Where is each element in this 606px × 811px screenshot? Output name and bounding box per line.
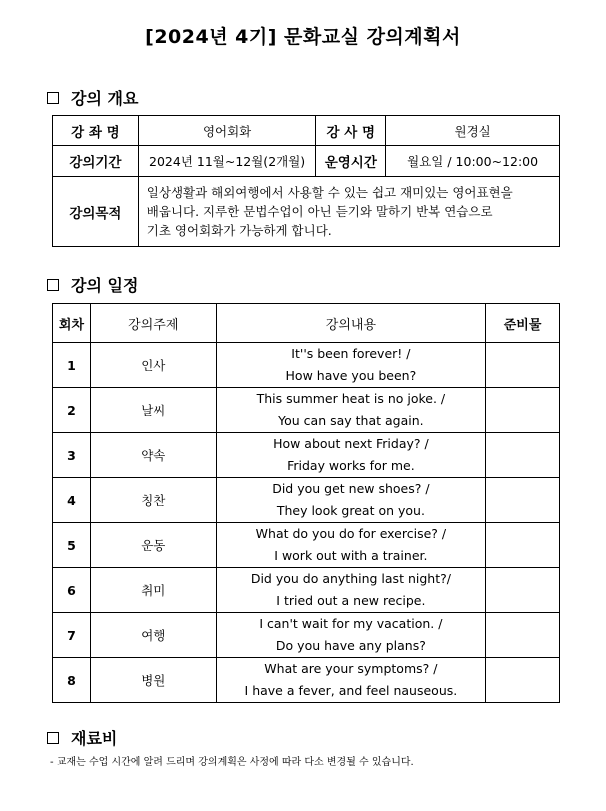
row-content-line: It''s been forever! /: [291, 346, 411, 361]
row-content-line: How have you been?: [285, 368, 417, 383]
row-content: [216, 388, 486, 433]
row-content: [216, 568, 486, 613]
row-prep: [486, 658, 560, 703]
course-name-label: 강 좌 명: [53, 116, 139, 146]
instructor-label: 강 사 명: [316, 116, 386, 146]
row-topic: 날씨: [90, 388, 216, 433]
table-row: [53, 388, 560, 433]
row-content-line: How about next Friday? /: [273, 436, 429, 451]
row-num: 7: [53, 613, 91, 658]
goal-text: [138, 177, 559, 247]
row-content-line: What do you do for exercise? /: [255, 526, 447, 541]
row-num: 8: [53, 658, 91, 703]
header-prep: 준비물: [486, 304, 560, 343]
materials-heading: [47, 726, 117, 749]
header-topic: 강의주제: [90, 304, 216, 343]
schedule-heading-label: 강의 일정: [71, 276, 139, 295]
document-title: [2024년 4기] 문화교실 강의계획서: [145, 26, 461, 48]
schedule-value: 월요일 / 10:00~12:00: [386, 146, 560, 177]
table-row: [53, 658, 560, 703]
row-prep: [486, 568, 560, 613]
row-content-line: I tried out a new recipe.: [276, 593, 426, 608]
row-content-line: Did you do anything last night?/: [250, 571, 451, 586]
checkbox-square-icon: [47, 92, 59, 104]
row-num: 1: [53, 343, 91, 388]
row-topic: 칭찬: [90, 478, 216, 523]
goal-line: 기초 영어회화가 가능하게 합니다.: [146, 223, 332, 238]
course-name-value: 영어회화: [138, 116, 316, 146]
row-num: 6: [53, 568, 91, 613]
checkbox-square-icon: [47, 732, 59, 744]
materials-heading-label: 재료비: [71, 729, 118, 748]
row-topic: 인사: [90, 343, 216, 388]
row-content-line: Did you get new shoes? /: [272, 481, 430, 496]
row-topic: 취미: [90, 568, 216, 613]
row-num: 3: [53, 433, 91, 478]
row-topic: 여행: [90, 613, 216, 658]
row-content-line: I have a fever, and feel nauseous.: [244, 683, 458, 698]
checkbox-square-icon: [47, 279, 59, 291]
row-prep: [486, 433, 560, 478]
goal-label: 강의목적: [53, 177, 139, 247]
overview-heading-label: 강의 개요: [71, 89, 139, 108]
row-topic: 운동: [90, 523, 216, 568]
table-row: [53, 568, 560, 613]
row-content-line: Do you have any plans?: [275, 638, 426, 653]
row-content: [216, 478, 486, 523]
schedule-heading: [47, 273, 138, 296]
table-row: [53, 343, 560, 388]
row-topic: 약속: [90, 433, 216, 478]
overview-table: [52, 115, 560, 247]
row-prep: [486, 478, 560, 523]
row-content-line: You can say that again.: [278, 413, 424, 428]
row-content-line: Friday works for me.: [287, 458, 415, 473]
footnote: - 교재는 수업 시간에 알려 드리며 강의계획은 사정에 따라 다소 변경될 수 있습니다.: [50, 757, 414, 768]
row-prep: [486, 523, 560, 568]
row-prep: [486, 388, 560, 433]
table-row: [53, 523, 560, 568]
row-content: [216, 523, 486, 568]
table-row: [53, 478, 560, 523]
row-prep: [486, 343, 560, 388]
header-content: 강의내용: [216, 304, 486, 343]
row-content: [216, 613, 486, 658]
goal-line: 배웁니다. 지루한 문법수업이 아닌 듣기와 말하기 반복 연습으로: [146, 204, 493, 219]
row-content: [216, 343, 486, 388]
table-row: [53, 613, 560, 658]
row-prep: [486, 613, 560, 658]
row-num: 2: [53, 388, 91, 433]
row-content-line: I work out with a trainer.: [274, 548, 428, 563]
schedule-label: 운영시간: [316, 146, 386, 177]
period-value: 2024년 11월~12월(2개월): [138, 146, 316, 177]
goal-line: 일상생활과 해외여행에서 사용할 수 있는 쉽고 재미있는 영어표현을: [146, 185, 513, 200]
period-label: 강의기간: [53, 146, 139, 177]
instructor-value: 원경실: [386, 116, 560, 146]
schedule-table: [52, 303, 560, 703]
header-num: 회차: [53, 304, 91, 343]
row-content: [216, 658, 486, 703]
row-content-line: What are your symptoms? /: [264, 661, 438, 676]
row-content-line: I can't wait for my vacation. /: [259, 616, 443, 631]
row-topic: 병원: [90, 658, 216, 703]
row-num: 4: [53, 478, 91, 523]
row-content: [216, 433, 486, 478]
row-content-line: They look great on you.: [276, 503, 425, 518]
overview-heading: [47, 86, 138, 109]
table-row: [53, 433, 560, 478]
row-content-line: This summer heat is no joke. /: [256, 391, 446, 406]
row-num: 5: [53, 523, 91, 568]
